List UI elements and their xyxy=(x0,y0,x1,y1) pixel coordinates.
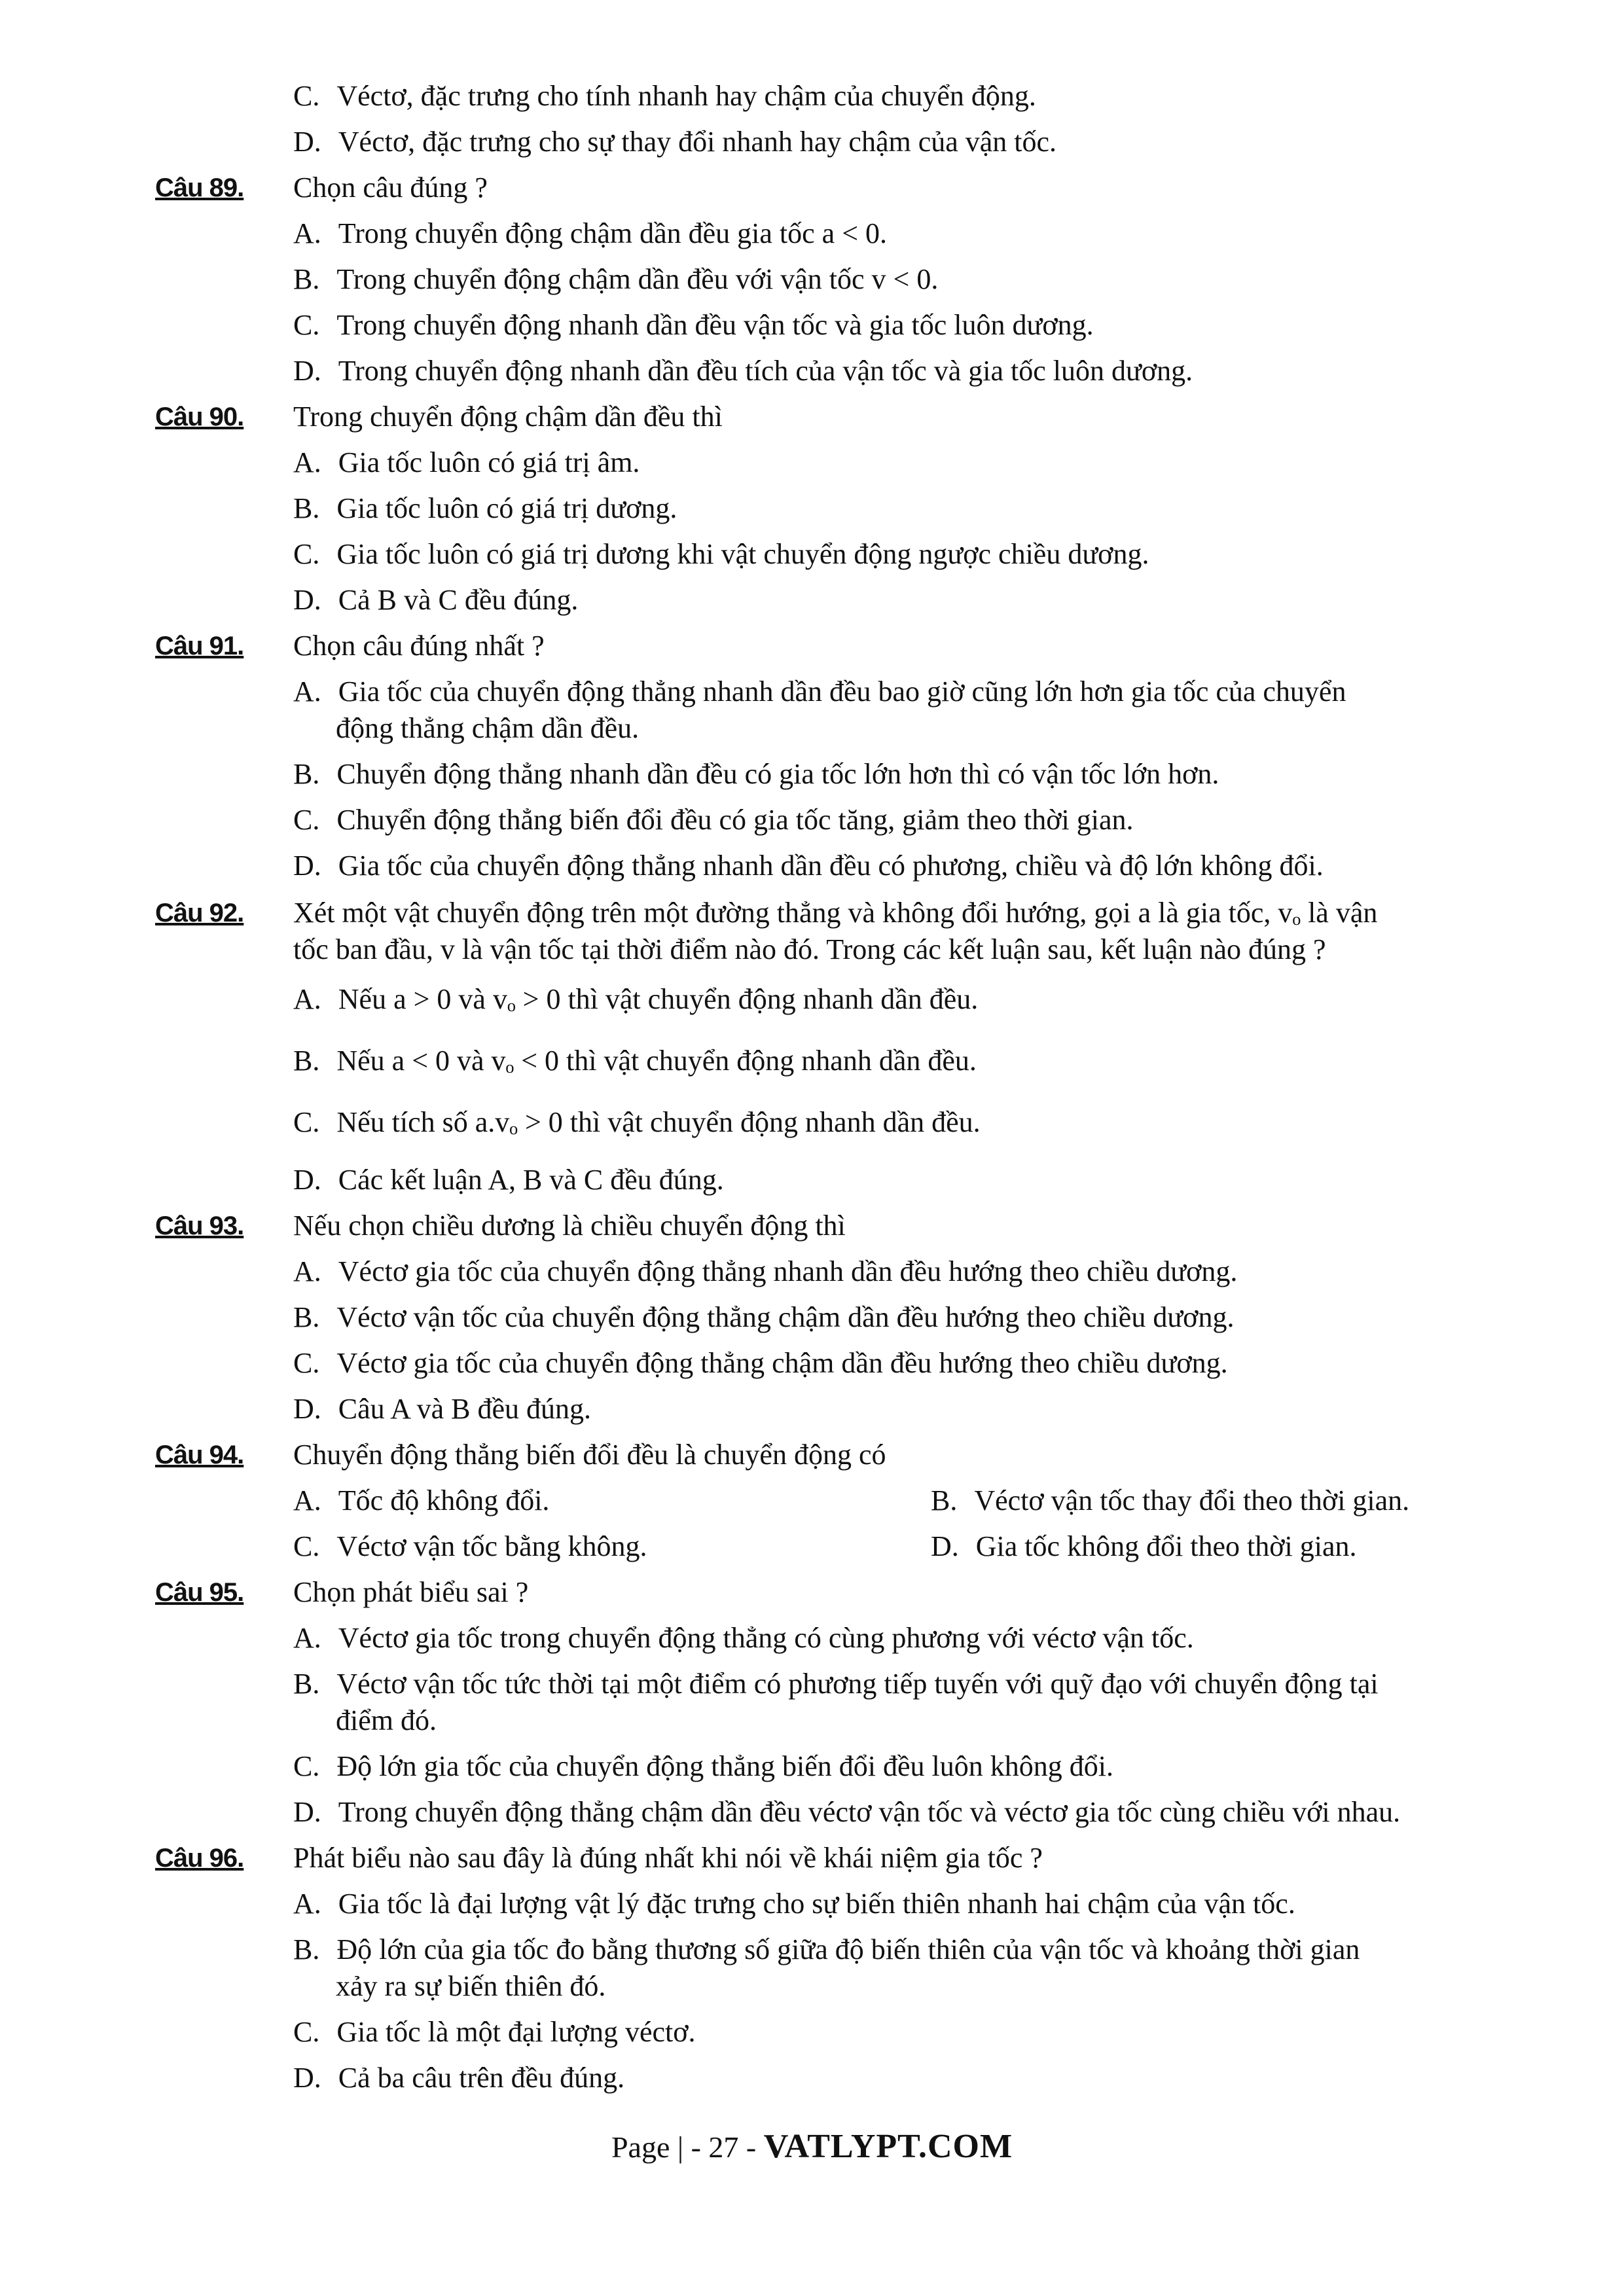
question-stem: Chuyển động thẳng biến đổi đều là chuyển động có xyxy=(293,1439,886,1471)
option-line: A. Véctơ gia tốc của chuyển động thẳng nhanh dần đều hướng theo chiều dương. xyxy=(293,1255,1238,1287)
question-stem: Chọn câu đúng ? xyxy=(293,171,488,204)
option-line: B. Trong chuyển động chậm dần đều với vận tốc v < 0. xyxy=(293,263,939,295)
option-line: D. Trong chuyển động nhanh dần đều tích của vận tốc và gia tốc luôn dương. xyxy=(293,355,1193,387)
option-line: B. Độ lớn của gia tốc đo bằng thương số giữa độ biến thiên của vận tốc và khoảng thời gian xyxy=(293,1933,1360,1965)
option-continuation: xảy ra sự biến thiên đó. xyxy=(336,1970,606,2002)
question-stem: Nếu chọn chiều dương là chiều chuyển động thì xyxy=(293,1210,846,1242)
option-line: A. Gia tốc luôn có giá trị âm. xyxy=(293,446,640,478)
option-line: C. Trong chuyển động nhanh dần đều vận tốc và gia tốc luôn dương. xyxy=(293,309,1094,341)
question-label: Câu 90. xyxy=(155,403,244,431)
question-label: Câu 91. xyxy=(155,632,244,660)
option-line: C. Gia tốc luôn có giá trị dương khi vật chuyển động ngược chiều dương. xyxy=(293,538,1149,570)
option-line: B. Chuyển động thẳng nhanh dần đều có gia tốc lớn hơn thì có vận tốc lớn hơn. xyxy=(293,758,1219,790)
question-stem-continuation: tốc ban đầu, v là vận tốc tại thời điểm nào đó. Trong các kết luận sau, kết luận nào đúng ? xyxy=(293,933,1326,965)
question-stem: Trong chuyển động chậm dần đều thì xyxy=(293,401,723,433)
option-line: C. Véctơ vận tốc bằng không. xyxy=(293,1530,647,1562)
option-line: D. Trong chuyển động thẳng chậm dần đều véctơ vận tốc và véctơ gia tốc cùng chiều với nhau. xyxy=(293,1796,1401,1828)
question-label: Câu 89. xyxy=(155,173,244,202)
option-line: D. Gia tốc không đổi theo thời gian. xyxy=(931,1530,1357,1562)
question-stem: Phát biểu nào sau đây là đúng nhất khi nói về khái niệm gia tốc ? xyxy=(293,1842,1043,1874)
option-line: D. Các kết luận A, B và C đều đúng. xyxy=(293,1164,724,1196)
option-continuation: điểm đó. xyxy=(336,1704,437,1736)
option-line: A. Tốc độ không đổi. xyxy=(293,1484,550,1516)
option-line: C. Độ lớn gia tốc của chuyển động thẳng biến đổi đều luôn không đổi. xyxy=(293,1750,1113,1782)
question-label: Câu 96. xyxy=(155,1844,244,1873)
option-line: D. Véctơ, đặc trưng cho sự thay đổi nhanh hay chậm của vận tốc. xyxy=(293,126,1057,158)
option-line: A. Gia tốc của chuyển động thẳng nhanh dần đều bao giờ cũng lớn hơn gia tốc của chuyển xyxy=(293,675,1346,708)
question-label: Câu 92. xyxy=(155,899,244,927)
option-line: C. Véctơ gia tốc của chuyển động thẳng chậm dần đều hướng theo chiều dương. xyxy=(293,1347,1228,1379)
option-line: A. Véctơ gia tốc trong chuyển động thẳng có cùng phương với véctơ vận tốc. xyxy=(293,1622,1194,1654)
option-line: B. Gia tốc luôn có giá trị dương. xyxy=(293,492,677,524)
page-number: Page | - 27 - xyxy=(611,2130,757,2164)
option-line: C. Nếu tích số a.vₒ > 0 thì vật chuyển động nhanh dần đều. xyxy=(293,1106,981,1138)
option-line: A. Nếu a > 0 và vₒ > 0 thì vật chuyển động nhanh dần đều. xyxy=(293,983,979,1015)
option-line: B. Nếu a < 0 và vₒ < 0 thì vật chuyển động nhanh dần đều. xyxy=(293,1045,977,1077)
option-line: C. Chuyển động thẳng biến đổi đều có gia tốc tăng, giảm theo thời gian. xyxy=(293,804,1134,836)
option-line: C. Gia tốc là một đại lượng véctơ. xyxy=(293,2016,696,2048)
option-line: D. Cả ba câu trên đều đúng. xyxy=(293,2062,625,2094)
question-label: Câu 93. xyxy=(155,1211,244,1240)
option-line: D. Cả B và C đều đúng. xyxy=(293,584,579,616)
question-stem: Chọn câu đúng nhất ? xyxy=(293,630,545,662)
option-continuation: động thẳng chậm dần đều. xyxy=(336,712,640,744)
option-line: A. Trong chuyển động chậm dần đều gia tốc a < 0. xyxy=(293,217,888,249)
question-stem: Chọn phát biểu sai ? xyxy=(293,1576,529,1608)
option-line: B. Véctơ vận tốc tức thời tại một điểm có phương tiếp tuyến với quỹ đạo với chuyển động tại xyxy=(293,1668,1379,1700)
site-brand: VATLYPT.COM xyxy=(763,2128,1013,2165)
option-line: A. Gia tốc là đại lượng vật lý đặc trưng cho sự biến thiên nhanh hai chậm của vận tốc. xyxy=(293,1888,1295,1920)
option-line: B. Véctơ vận tốc của chuyển động thẳng chậm dần đều hướng theo chiều dương. xyxy=(293,1301,1235,1333)
option-line: D. Câu A và B đều đúng. xyxy=(293,1393,591,1425)
question-stem: Xét một vật chuyển động trên một đường thẳng và không đổi hướng, gọi a là gia tốc, vₒ là vận xyxy=(293,897,1378,929)
option-line: B. Véctơ vận tốc thay đổi theo thời gian. xyxy=(931,1484,1410,1516)
question-label: Câu 94. xyxy=(155,1441,244,1469)
question-label: Câu 95. xyxy=(155,1578,244,1607)
page-footer xyxy=(0,2127,1624,2167)
option-line: D. Gia tốc của chuyển động thẳng nhanh dần đều có phương, chiều và độ lớn không đổi. xyxy=(293,850,1324,882)
option-line: C. Véctơ, đặc trưng cho tính nhanh hay chậm của chuyển động. xyxy=(293,80,1036,112)
